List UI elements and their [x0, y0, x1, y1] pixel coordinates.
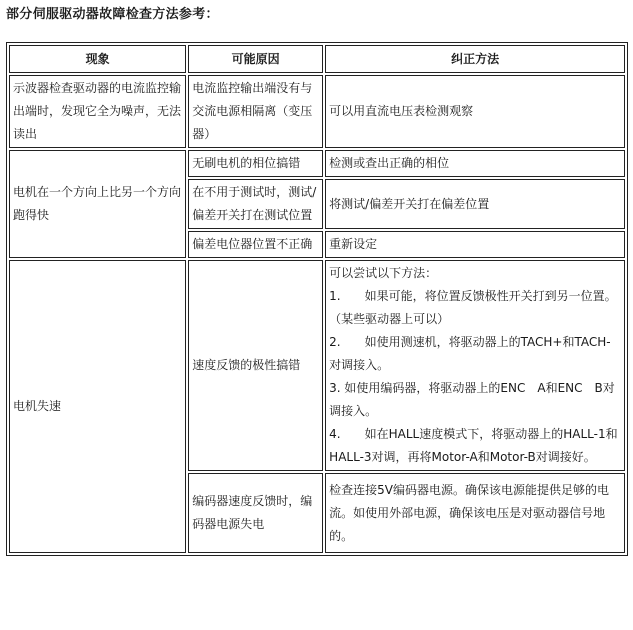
symptom-cell: 示波器检查驱动器的电流监控输出端时，发现它全为噪声，无法读出: [9, 75, 186, 148]
fix-cell: 重新设定: [325, 231, 625, 258]
cause-cell: 电流监控输出端没有与交流电源相隔离（变压器）: [188, 75, 323, 148]
cause-cell: 无刷电机的相位搞错: [188, 150, 323, 177]
fix-step: 3. 如使用编码器，将驱动器上的ENC A和ENC B对调接入。: [329, 381, 615, 418]
header-symptom: 现象: [9, 45, 186, 73]
cause-cell: 速度反馈的极性搞错: [188, 260, 323, 471]
table-row: [9, 260, 625, 471]
fix-step: 4. 如在HALL速度模式下，将驱动器上的HALL-1和HALL-3对调，再将Motor-A和Motor-B对调接好。: [329, 427, 618, 464]
fix-cell: 检查连接5V编码器电源。确保该电源能提供足够的电流。如使用外部电源，确保该电压是对驱动器信号地的。: [325, 473, 625, 553]
table-row: [9, 75, 625, 148]
symptom-cell: 电机在一个方向上比另一个方向跑得快: [9, 150, 186, 258]
cause-cell: 编码器速度反馈时，编码器电源失电: [188, 473, 323, 553]
fix-step: 1. 如果可能，将位置反馈极性开关打到另一位置。（某些驱动器上可以）: [329, 289, 617, 326]
table-row: [9, 150, 625, 177]
fix-cell: 可以用直流电压表检测观察: [325, 75, 625, 148]
fix-cell: [325, 260, 625, 471]
fix-cell: 检测或查出正确的相位: [325, 150, 625, 177]
header-cause: 可能原因: [188, 45, 323, 73]
fix-step: 2. 如使用测速机，将驱动器上的TACH+和TACH-对调接入。: [329, 335, 611, 372]
header-fix: 纠正方法: [325, 45, 625, 73]
fault-table: [6, 42, 628, 556]
fix-intro: 可以尝试以下方法：: [329, 266, 438, 280]
table-header-row: [9, 45, 625, 73]
fix-cell: 将测试/偏差开关打在偏差位置: [325, 179, 625, 229]
cause-cell: 偏差电位器位置不正确: [188, 231, 323, 258]
page-heading: 部分伺服驱动器故障检查方法参考：: [6, 7, 219, 22]
cause-cell: 在不用于测试时，测试/偏差开关打在测试位置: [188, 179, 323, 229]
symptom-cell: 电机失速: [9, 260, 186, 553]
